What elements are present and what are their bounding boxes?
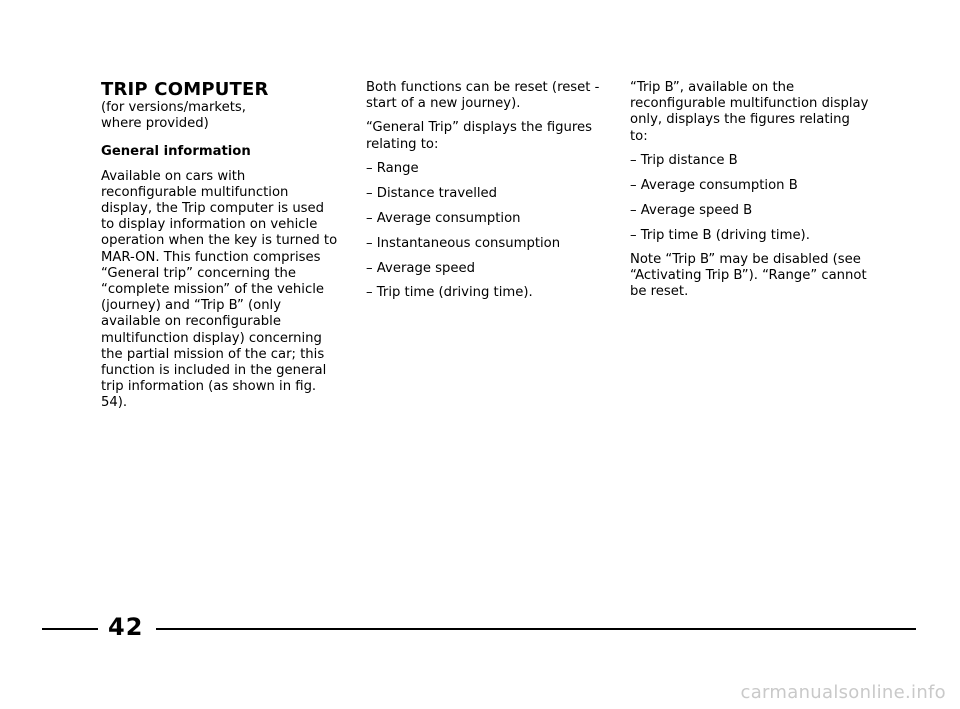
list-item: – Average consumption	[366, 211, 521, 226]
trip-b-note: Note “Trip B” may be disabled (see “Activating Trip B”). “Range” cannot be reset.	[630, 252, 867, 300]
right-column	[630, 80, 870, 301]
list-item: – Instantaneous consumption	[366, 235, 561, 251]
left-column	[101, 80, 341, 412]
page-number: 42	[108, 613, 144, 641]
trip-b-intro: “Trip B”, available on the reconfigurable multifunction display only, displays the figures relating to:	[630, 80, 869, 144]
list-item: – Trip time (driving time).	[366, 285, 533, 301]
footer-rule-right	[156, 628, 916, 630]
list-item: – Range	[366, 161, 419, 177]
list-item: – Distance travelled	[366, 186, 498, 202]
list-item: – Trip time B (driving time).	[630, 227, 810, 243]
footer-rule-left	[42, 628, 98, 630]
general-information-paragraph: Available on cars with reconfigurable multifunction display, the Trip computer is used to display information on vehicle operation when the key is turned to MAR-ON. This function comprises “General trip” concerning the “complete mission” of the vehicle (journey) and “Trip B” (only available on reconfigurable multifunction display) concerning the partial mission of the car; this function is included in the general trip information (as shown in fig. 54).	[101, 168, 338, 411]
general-trip-intro: “General Trip” displays the figures relating to:	[366, 120, 592, 152]
list-item: – Average speed B	[630, 203, 753, 218]
list-item: – Trip distance B	[630, 153, 738, 169]
list-item: – Average speed	[366, 260, 475, 276]
watermark: carmanualsonline.info	[740, 682, 946, 703]
page-title: TRIP COMPUTER	[101, 79, 269, 100]
subtitle-line-1: (for versions/markets,	[101, 100, 246, 115]
middle-column	[366, 80, 602, 302]
general-trip-list	[366, 161, 602, 301]
subtitle-line-2: where provided)	[101, 116, 209, 132]
list-item: – Average consumption B	[630, 178, 798, 194]
section-heading: General information	[101, 144, 251, 160]
trip-b-list	[630, 153, 870, 244]
reset-paragraph: Both functions can be reset (reset - start of a new journey).	[366, 80, 600, 112]
